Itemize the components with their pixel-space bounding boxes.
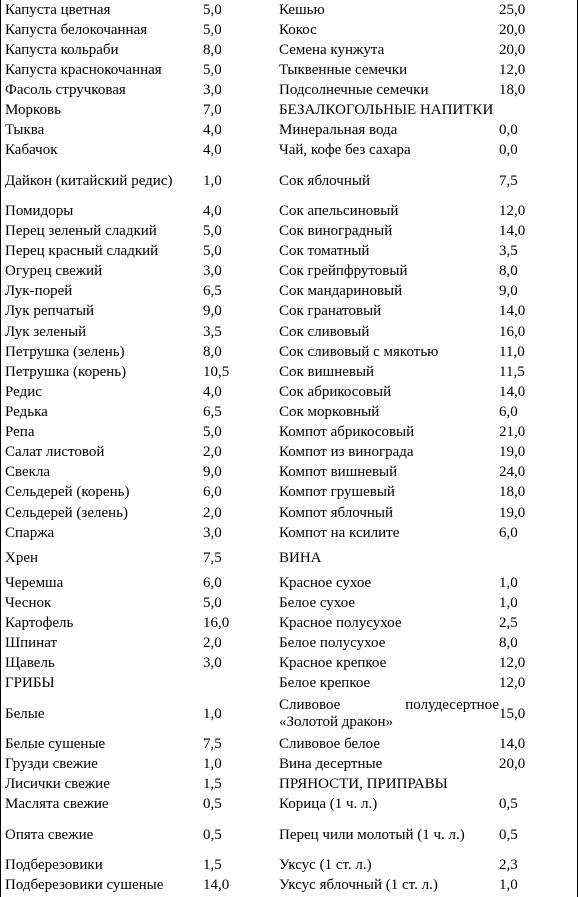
- left-item-value: 6,5: [203, 404, 222, 421]
- right-item-name: Сок грейпфрутовый: [279, 263, 408, 280]
- left-item-value: 10,5: [203, 363, 230, 380]
- left-item-name: Белые сушеные: [5, 735, 106, 752]
- left-item-name: Редис: [5, 383, 42, 400]
- right-item-name: Чай, кофе без сахара: [279, 142, 411, 159]
- left-item-name: Дайкон (китайский редис): [5, 172, 173, 189]
- left-item-value: 2,0: [203, 504, 222, 521]
- right-item-name: Сок апельсиновый: [279, 202, 399, 219]
- left-item-value: 1,0: [203, 172, 222, 189]
- right-item-value: 21,0: [499, 424, 526, 441]
- left-item-name: Подберезовики сушеные: [5, 876, 164, 893]
- right-item-name: Красное крепкое: [279, 655, 387, 672]
- right-item-value: 6,0: [499, 524, 518, 541]
- right-item-value: 14,0: [499, 303, 526, 320]
- right-item-name: Тыквенные семечки: [279, 61, 408, 78]
- left-item-name: Грузди свежие: [5, 756, 98, 773]
- right-item-name: Белое крепкое: [279, 675, 371, 692]
- right-item-value: 11,5: [499, 363, 525, 380]
- left-item-name: Огурец свежий: [5, 263, 103, 280]
- table-row: [5, 161, 575, 202]
- right-item-value: 12,0: [499, 202, 526, 219]
- right-item-value: 1,0: [499, 574, 518, 591]
- table-row: [5, 694, 575, 735]
- right-item-value: 25,0: [499, 1, 526, 18]
- left-item-name: Капуста цветная: [5, 1, 111, 18]
- left-item-value: 0,5: [203, 796, 222, 813]
- left-item-name: Сельдерей (корень): [5, 484, 130, 501]
- table-row: [5, 40, 575, 60]
- table-row: [5, 795, 575, 815]
- table-row: [5, 755, 575, 775]
- right-item-value: 14,0: [499, 223, 526, 240]
- left-item-value: 1,5: [203, 776, 222, 793]
- right-item-value: 15,0: [499, 705, 526, 722]
- right-item-value: 7,5: [499, 172, 518, 189]
- right-item-value: 11,0: [499, 343, 525, 360]
- right-item-value: 0,5: [499, 826, 518, 843]
- left-item-value: [203, 674, 279, 694]
- left-item-name: Кабачок: [5, 142, 58, 159]
- right-item-value: 20,0: [499, 41, 526, 58]
- right-item-name: Сок абрикосовый: [279, 383, 392, 400]
- right-item-name: Кешью: [279, 1, 325, 18]
- right-item-value: 1,0: [499, 594, 518, 611]
- right-item-name: Компот из винограда: [279, 444, 414, 461]
- right-item-name: Сливовое полудесертное «Золотой дракон»: [279, 697, 499, 731]
- table-body: [5, 0, 575, 896]
- right-item-name: Сок виноградный: [279, 223, 393, 240]
- right-item-name: Компот грушевый: [279, 484, 395, 501]
- right-item-value: [499, 543, 575, 573]
- right-item-name: Сок яблочный: [279, 172, 370, 189]
- left-item-value: 9,0: [203, 303, 222, 320]
- left-item-value: 16,0: [203, 615, 230, 631]
- right-item-name: Сок гранатовый: [279, 303, 382, 320]
- right-item-value: [499, 775, 575, 795]
- table-row: [5, 775, 575, 795]
- left-item-name: Репа: [5, 424, 35, 441]
- right-item-value: 14,0: [499, 735, 526, 752]
- right-item-name: ПРЯНОСТИ, ПРИПРАВЫ: [279, 776, 448, 793]
- right-item-name: Компот вишневый: [279, 464, 398, 481]
- right-item-value: 2,5: [499, 615, 518, 631]
- carb-content-table: [5, 0, 575, 896]
- table-row: [5, 322, 575, 342]
- table-row: [5, 20, 575, 40]
- left-item-value: 2,0: [203, 444, 222, 461]
- left-item-name: Помидоры: [5, 202, 74, 219]
- right-item-value: 12,0: [499, 675, 526, 692]
- left-item-name: Петрушка (корень): [5, 363, 127, 380]
- table-row: [5, 402, 575, 422]
- left-item-name: Хрен: [5, 549, 39, 566]
- left-item-name: Перец красный сладкий: [5, 243, 159, 260]
- table-row: [5, 443, 575, 463]
- right-item-name: Уксус яблочный (1 ст. л.): [279, 876, 438, 893]
- right-item-name: Подсолнечные семечки: [279, 81, 429, 98]
- right-item-name: Сливовое белое: [279, 735, 380, 752]
- right-item-name: Сок томатный: [279, 243, 370, 260]
- left-item-name: Сельдерей (зелень): [5, 504, 128, 521]
- table-row: [5, 654, 575, 674]
- left-item-name: Тыква: [5, 122, 45, 139]
- left-item-value: 4,0: [203, 122, 222, 139]
- left-item-name: Щавель: [5, 655, 55, 672]
- table-row: [5, 463, 575, 483]
- right-item-value: 12,0: [499, 61, 526, 78]
- left-item-value: 1,0: [203, 756, 222, 773]
- table-row: [5, 815, 575, 856]
- left-item-value: 0,5: [203, 826, 222, 843]
- right-item-name: Компот яблочный: [279, 504, 394, 521]
- right-item-name: Сок сливовый с мякотью: [279, 343, 439, 360]
- left-item-value: 6,5: [203, 283, 222, 300]
- right-item-value: 16,0: [499, 323, 526, 340]
- table-row: [5, 855, 575, 875]
- right-item-value: 14,0: [499, 383, 526, 400]
- right-item-value: 19,0: [499, 444, 526, 461]
- right-item-value: 19,0: [499, 504, 526, 521]
- table-row: [5, 141, 575, 161]
- right-item-name: Сок сливовый: [279, 323, 370, 340]
- left-item-value: 8,0: [203, 41, 222, 58]
- right-item-value: 8,0: [499, 263, 518, 280]
- left-item-value: 1,0: [203, 705, 222, 722]
- right-item-name: Сок вишневый: [279, 363, 375, 380]
- left-item-value: 2,0: [203, 635, 222, 652]
- right-item-name: Сок морковный: [279, 404, 380, 421]
- left-item-value: 7,5: [203, 549, 222, 566]
- left-item-value: 7,5: [203, 735, 222, 752]
- left-item-name: Салат листовой: [5, 444, 105, 461]
- left-item-name: Опята свежие: [5, 826, 94, 843]
- left-item-value: 5,0: [203, 21, 222, 38]
- table-row: [5, 523, 575, 543]
- right-item-name: Красное полусухое: [279, 615, 402, 631]
- table-row: [5, 242, 575, 262]
- left-item-value: 5,0: [203, 61, 222, 78]
- left-item-name: Чеснок: [5, 594, 52, 611]
- table-row: [5, 262, 575, 282]
- left-item-value: 5,0: [203, 424, 222, 441]
- left-item-value: 4,0: [203, 142, 222, 159]
- right-item-value: 20,0: [499, 756, 526, 773]
- right-item-name: Минеральная вода: [279, 122, 398, 139]
- table-row: [5, 573, 575, 593]
- left-item-name: Петрушка (зелень): [5, 343, 125, 360]
- right-item-name: Красное сухое: [279, 574, 372, 591]
- table-row: [5, 483, 575, 503]
- table-row: [5, 734, 575, 754]
- right-item-value: 0,0: [499, 142, 518, 159]
- table-row: [5, 362, 575, 382]
- table-row: [5, 201, 575, 221]
- table-row: [5, 101, 575, 121]
- right-item-value: 9,0: [499, 283, 518, 300]
- left-item-value: 5,0: [203, 243, 222, 260]
- table-row: [5, 80, 575, 100]
- right-item-value: 12,0: [499, 655, 526, 672]
- left-item-name: Лук зеленый: [5, 323, 87, 340]
- left-item-name: Фасоль стручковая: [5, 81, 126, 98]
- table-row: [5, 0, 575, 20]
- table-row: [5, 503, 575, 523]
- right-item-value: [499, 101, 575, 121]
- table-row: [5, 613, 575, 633]
- right-item-value: 20,0: [499, 21, 526, 38]
- right-item-value: 1,0: [499, 876, 518, 893]
- left-item-value: 1,5: [203, 856, 222, 873]
- right-item-name: Вина десертные: [279, 756, 383, 773]
- left-item-value: 3,0: [203, 263, 222, 280]
- right-item-value: 8,0: [499, 635, 518, 652]
- left-item-name: Капуста белокочанная: [5, 21, 148, 38]
- table-row: [5, 342, 575, 362]
- right-item-value: 2,3: [499, 856, 518, 873]
- left-item-name: Морковь: [5, 102, 61, 119]
- left-item-name: Капуста краснокочанная: [5, 61, 162, 78]
- table-row: [5, 382, 575, 402]
- left-item-name: Перец зеленый сладкий: [5, 223, 157, 240]
- left-item-value: 8,0: [203, 343, 222, 360]
- left-item-value: 6,0: [203, 484, 222, 501]
- table-row: [5, 543, 575, 573]
- left-item-value: 7,0: [203, 102, 222, 119]
- right-item-value: 3,5: [499, 243, 518, 260]
- left-item-name: Редька: [5, 404, 48, 421]
- left-item-value: 3,5: [203, 323, 222, 340]
- table-row: [5, 302, 575, 322]
- table-row: [5, 593, 575, 613]
- table-row: [5, 634, 575, 654]
- left-item-name: Лисички свежие: [5, 776, 110, 793]
- right-item-name: ВИНА: [279, 549, 322, 566]
- left-item-name: Белые: [5, 705, 45, 722]
- left-item-name: Картофель: [5, 615, 74, 631]
- left-item-value: 6,0: [203, 574, 222, 591]
- right-item-name: БЕЗАЛКОГОЛЬНЫЕ НАПИТКИ: [279, 102, 494, 119]
- table-row: [5, 282, 575, 302]
- left-item-name: Капуста кольраби: [5, 41, 119, 58]
- right-item-value: 0,5: [499, 796, 518, 813]
- left-item-name: Спаржа: [5, 524, 55, 541]
- left-item-name: Лук репчатый: [5, 303, 94, 320]
- table-row: [5, 221, 575, 241]
- left-item-value: 3,0: [203, 81, 222, 98]
- left-item-value: 5,0: [203, 1, 222, 18]
- right-item-value: 18,0: [499, 484, 526, 501]
- left-item-name: Подберезовики: [5, 856, 103, 873]
- right-item-name: Кокос: [279, 21, 317, 38]
- right-item-name: Корица (1 ч. л.): [279, 796, 378, 813]
- table-row: [5, 875, 575, 895]
- right-item-name: Уксус (1 ст. л.): [279, 856, 372, 873]
- right-item-value: 0,0: [499, 122, 518, 139]
- left-item-name: Свекла: [5, 464, 51, 481]
- left-item-value: 5,0: [203, 594, 222, 611]
- left-item-value: 5,0: [203, 223, 222, 240]
- right-item-name: Белое сухое: [279, 594, 356, 611]
- right-item-name: Сок мандариновый: [279, 283, 403, 300]
- left-item-value: 4,0: [203, 383, 222, 400]
- right-item-value: 24,0: [499, 464, 526, 481]
- right-item-name: Компот на ксилите: [279, 524, 400, 541]
- right-item-name: Белое полусухое: [279, 635, 386, 652]
- left-item-value: 4,0: [203, 202, 222, 219]
- right-item-name: Перец чили молотый (1 ч. л.): [279, 826, 465, 843]
- table-row: [5, 60, 575, 80]
- left-item-name: Лук-порей: [5, 283, 73, 300]
- left-item-value: 3,0: [203, 655, 222, 672]
- left-item-value: 3,0: [203, 524, 222, 541]
- table-row: [5, 423, 575, 443]
- right-item-value: 18,0: [499, 81, 526, 98]
- table-row: [5, 674, 575, 694]
- left-item-value: 14,0: [203, 876, 230, 893]
- left-item-name: Шпинат: [5, 635, 58, 652]
- left-item-value: 9,0: [203, 464, 222, 481]
- left-item-name: ГРИБЫ: [5, 675, 55, 692]
- table-row: [5, 121, 575, 141]
- right-item-value: 6,0: [499, 404, 518, 421]
- left-item-name: Черемша: [5, 574, 64, 591]
- right-item-name: Семена кунжута: [279, 41, 385, 58]
- left-item-name: Маслята свежие: [5, 796, 109, 813]
- right-item-name: Компот абрикосовый: [279, 424, 415, 441]
